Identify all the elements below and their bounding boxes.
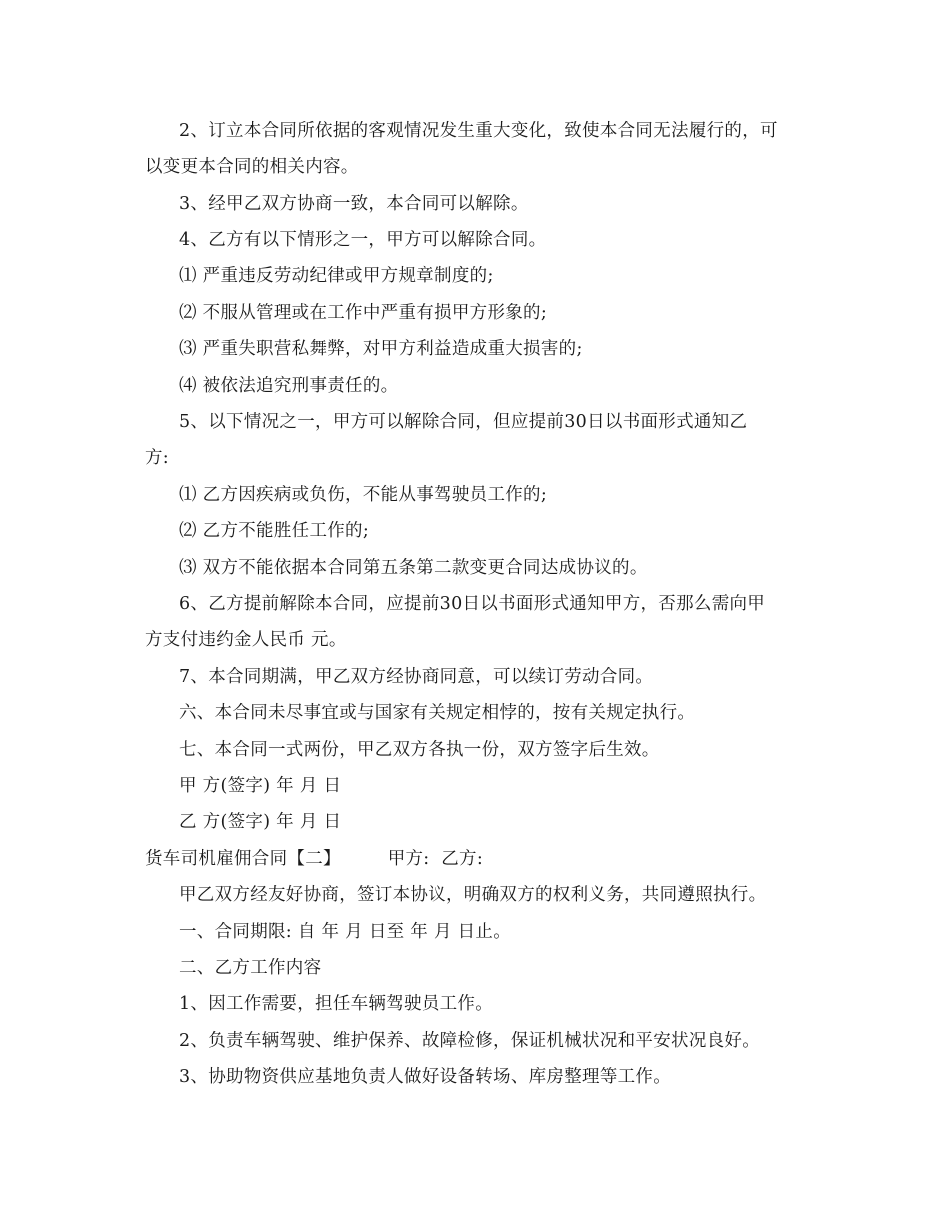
list-item: ⑴ 严重违反劳动纪律或甲方规章制度的; bbox=[179, 266, 494, 286]
list-item: ⑵ 不服从管理或在工作中严重有损甲方形象的; bbox=[179, 303, 548, 323]
text-line: 7、本合同期满，甲乙双方经协商同意，可以续订劳动合同。 bbox=[179, 667, 654, 687]
signature-line-party-a: 甲 方(签字) 年 月 日 bbox=[179, 776, 342, 796]
contract-heading: 货车司机雇佣合同【二】 甲方: 乙方: bbox=[145, 849, 484, 869]
text-line: 一、合同期限: 自 年 月 日至 年 月 日止。 bbox=[179, 922, 512, 942]
text-line: 七、本合同一式两份，甲乙双方各执一份，双方签字后生效。 bbox=[179, 740, 660, 760]
text-line: 以变更本合同的相关内容。 bbox=[145, 157, 359, 177]
list-item: ⑵ 乙方不能胜任工作的; bbox=[179, 521, 370, 541]
section-heading: 二、乙方工作内容 bbox=[179, 958, 322, 978]
text-line: 3、经甲乙双方协商一致，本合同可以解除。 bbox=[179, 194, 529, 214]
list-item: ⑶ 严重失职营私舞弊，对甲方利益造成重大损害的; bbox=[179, 339, 583, 359]
signature-line-party-b: 乙 方(签字) 年 月 日 bbox=[179, 812, 342, 832]
text-line: 4、乙方有以下情形之一，甲方可以解除合同。 bbox=[179, 230, 547, 250]
text-line: 3、协助物资供应基地负责人做好设备转场、库房整理等工作。 bbox=[179, 1067, 672, 1087]
list-item: ⑶ 双方不能依据本合同第五条第二款变更合同达成协议的。 bbox=[179, 558, 648, 578]
text-line: 方支付违约金人民币 元。 bbox=[145, 630, 347, 650]
list-item: ⑴ 乙方因疾病或负伤，不能从事驾驶员工作的; bbox=[179, 485, 548, 505]
list-item: ⑷ 被依法追究刑事责任的。 bbox=[179, 376, 399, 396]
text-line: 2、订立本合同所依据的客观情况发生重大变化，致使本合同无法履行的，可 bbox=[179, 121, 778, 141]
text-line: 5、以下情况之一，甲方可以解除合同，但应提前30日以书面形式通知乙 bbox=[179, 412, 748, 432]
text-line: 2、负责车辆驾驶、维护保养、故障检修，保证机械状况和平安状况良好。 bbox=[179, 1031, 761, 1051]
text-line: 1、因工作需要，担任车辆驾驶员工作。 bbox=[179, 994, 494, 1014]
text-line: 方: bbox=[145, 448, 169, 468]
text-line: 6、乙方提前解除本合同，应提前30日以书面形式通知甲方，否那么需向甲 bbox=[179, 594, 766, 614]
text-line: 六、本合同未尽事宜或与国家有关规定相悖的，按有关规定执行。 bbox=[179, 703, 696, 723]
text-line: 甲乙双方经友好协商，签订本协议，明确双方的权利义务，共同遵照执行。 bbox=[179, 885, 767, 905]
